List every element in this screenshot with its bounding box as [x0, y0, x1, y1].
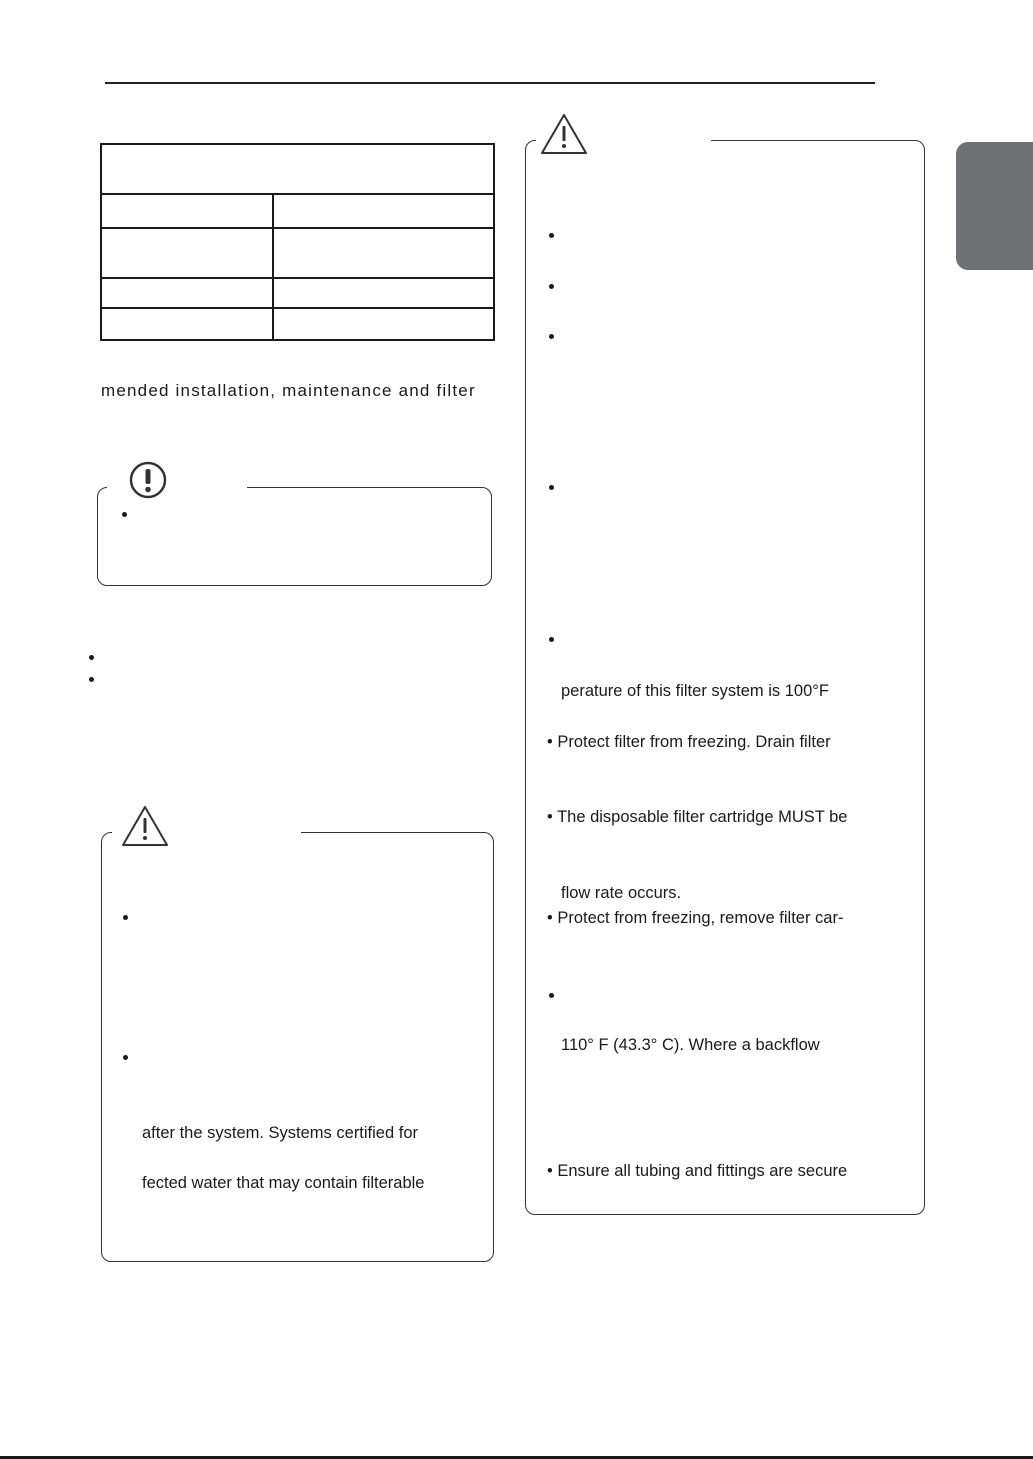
- caution-bullet: [549, 993, 554, 998]
- caution-bullet: [549, 485, 554, 490]
- caution-text-line: 110° F (43.3° C). Where a backflow: [561, 1036, 820, 1054]
- caution-text-line: perature of this filter system is 100°F: [561, 682, 829, 700]
- caution-text-line: • Protect filter from freezing. Drain filter: [547, 733, 831, 751]
- caution-text-line: after the system. Systems certified for: [142, 1124, 419, 1142]
- caution-bullet: [549, 637, 554, 642]
- table-row-divider: [102, 227, 493, 229]
- caution-box-left: [101, 832, 494, 1262]
- table-row-divider: [102, 193, 493, 195]
- exclamation-circle-icon: [128, 460, 168, 500]
- note-box: [97, 487, 492, 586]
- caution-text-line: • Ensure all tubing and fittings are secure: [547, 1162, 848, 1180]
- caution-text-line: • Protect from freezing, remove filter car-: [547, 909, 844, 927]
- warning-triangle-icon: [539, 112, 589, 156]
- list-bullet: [89, 677, 94, 682]
- table-column-divider: [272, 195, 274, 339]
- caution-bullet: [549, 334, 554, 339]
- caution-bullet: [549, 233, 554, 238]
- caution-text-line: • The disposable filter cartridge MUST be: [547, 808, 848, 826]
- list-bullet: [89, 655, 94, 660]
- spec-table: [100, 143, 495, 341]
- header-rule: [105, 82, 875, 84]
- note-bullet: [122, 512, 127, 517]
- table-row-divider: [102, 277, 493, 279]
- warning-triangle-icon: [120, 804, 170, 848]
- caution-bullet: [123, 915, 128, 920]
- table-row-divider: [102, 307, 493, 309]
- caution-bullet: [549, 284, 554, 289]
- caution-text-line: flow rate occurs.: [561, 884, 682, 902]
- caution-text-line: fected water that may contain filterable: [142, 1174, 425, 1192]
- section-tab: [956, 142, 1033, 270]
- paragraph-line: mended installation, maintenance and filter: [101, 381, 476, 400]
- caution-bullet: [123, 1055, 128, 1060]
